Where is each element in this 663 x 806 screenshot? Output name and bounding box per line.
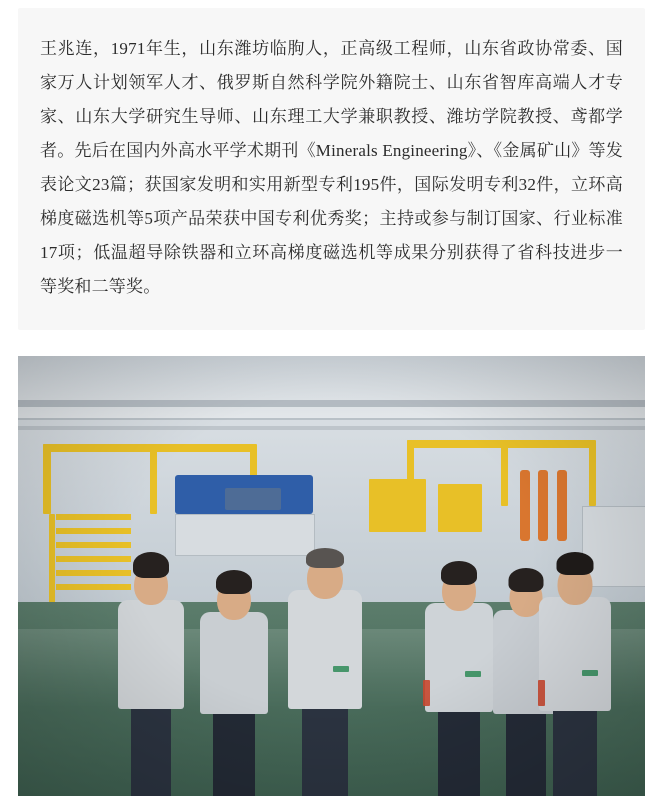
photo-railing bbox=[501, 440, 508, 506]
photo-person bbox=[532, 523, 618, 796]
photo-machine-yellow bbox=[438, 484, 482, 532]
photo-uniform-logo bbox=[333, 666, 349, 672]
photo-scene bbox=[18, 356, 645, 796]
photo-person-body bbox=[539, 597, 611, 712]
photo-beam bbox=[18, 400, 645, 407]
photo-person-legs bbox=[213, 704, 255, 796]
photo-railing bbox=[49, 514, 55, 611]
photo-person-body bbox=[118, 600, 184, 709]
photo-person-hair bbox=[133, 552, 169, 578]
photo-person-speaker bbox=[281, 514, 369, 796]
photo-uniform-stripe bbox=[538, 680, 545, 706]
photo-ceiling bbox=[18, 356, 645, 420]
photo-person-legs bbox=[438, 704, 480, 796]
photo-person-legs bbox=[131, 698, 171, 796]
biography-card bbox=[18, 8, 645, 330]
photo-person-body bbox=[288, 590, 362, 708]
photo-railing bbox=[150, 444, 157, 514]
photo-person-body bbox=[200, 612, 268, 714]
photo-person bbox=[112, 523, 190, 796]
photo-railing bbox=[43, 444, 51, 514]
photo-uniform-stripe bbox=[423, 680, 430, 706]
photo-uniform-logo bbox=[582, 670, 598, 676]
photo-person-legs bbox=[302, 700, 348, 796]
photo-beam bbox=[18, 426, 645, 430]
photo-person bbox=[194, 541, 274, 796]
photo-person-hair bbox=[557, 552, 594, 575]
photo-person-hair bbox=[216, 570, 252, 594]
photo-person-hair bbox=[306, 548, 344, 568]
photo-railing bbox=[589, 440, 596, 506]
photo-uniform-logo bbox=[465, 671, 481, 677]
photo-machine-yellow bbox=[369, 479, 425, 532]
biography-text: 王兆连，1971年生，山东潍坊临朐人，正高级工程师，山东省政协常委、国家万人计划领军人才、俄罗斯自然科学院外籍院士、山东省智库高端人才专家、山东大学研究生导师、山东理工大学兼职教授、潍坊学院教授、鸢都学者。先后在国内外高水平学术期刊《Minerals Engineering》、《金属矿山》等发表论文23篇；获国家发明和实用新型专利195件，国际发明专利32件，立环高梯度磁选机等5项产品荣获中国专利优秀奖；主持或参与制订国家、行业标准17项；低温超导除铁器和立环高梯度磁选机等成果分别获得了省科技进步一等奖和二等奖。 bbox=[40, 39, 623, 296]
photo-machine-dark bbox=[225, 488, 281, 510]
factory-photo bbox=[18, 356, 645, 796]
photo-pipe-orange bbox=[520, 470, 530, 540]
photo-person-body bbox=[425, 603, 493, 711]
photo-person-hair bbox=[441, 561, 477, 585]
photo-person-legs bbox=[553, 703, 597, 796]
